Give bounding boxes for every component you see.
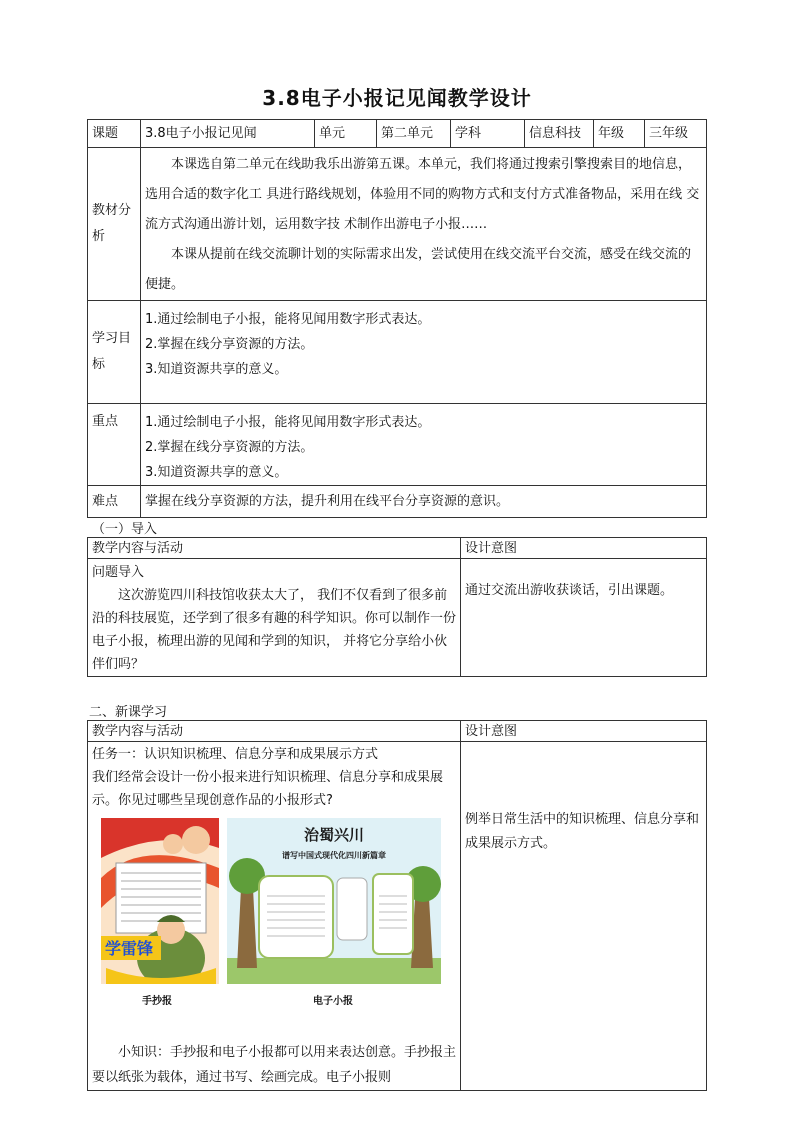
- key-point-item: 2.掌握在线分享资源的方法。: [145, 440, 314, 455]
- import-col-intent: 设计意图: [461, 538, 707, 559]
- section-new-heading: 二、新课学习: [89, 705, 168, 720]
- import-col-content: 教学内容与活动: [88, 538, 461, 559]
- analysis-paragraph-1: 本课选自第二单元在线助我乐出游第五课。本单元，我们将通过搜索引擎搜索目的地信息，选用合适的数字化工 具进行路线规划，体验用不同的购物方式和支付方式准备物品，采用在线 交流方式沟通出游计划，运用数字技 术制作出游电子小报……: [145, 157, 700, 232]
- lesson-info-table: [87, 119, 707, 518]
- task-one-title: 任务一：认识知识梳理、信息分享和成果展示方式: [92, 747, 379, 762]
- page-title: 3.8电子小报记见闻教学设计: [262, 86, 532, 110]
- objectives-label: 学习目标: [88, 301, 141, 404]
- electronic-newspaper-image: [227, 818, 441, 984]
- section-import-heading: （一）导入: [92, 522, 158, 537]
- tip-text: 小知识：手抄报和电子小报都可以用来表达创意。手抄报主 要以纸张为载体，通过书写、绘画完成。电子小报则: [92, 1045, 457, 1085]
- lesson-value: 3.8电子小报记见闻: [141, 120, 315, 148]
- analysis-label: [88, 148, 141, 301]
- enewspaper-title: 治蜀兴川: [303, 826, 365, 844]
- analysis-content: [141, 148, 707, 301]
- new-intent-text: 例举日常生活中的知识梳理、信息分享和成果展示方式。: [461, 742, 707, 1091]
- handwritten-newspaper-illustration: [101, 818, 219, 984]
- import-content-cell: [88, 559, 461, 677]
- objective-item: 3.知道资源共享的意义。: [145, 362, 288, 377]
- grade-value: 三年级: [645, 120, 707, 148]
- electronic-newspaper-illustration: [227, 818, 441, 984]
- subject-label: 学科: [451, 120, 525, 148]
- new-col-content: 教学内容与活动: [88, 721, 461, 742]
- import-intent-text: 通过交流出游收获谈话，引出课题。: [461, 559, 707, 677]
- newspaper-banner-text: 学雷锋: [105, 939, 154, 958]
- new-col-intent: 设计意图: [461, 721, 707, 742]
- enewspaper-subtitle: 谱写中国式现代化四川新篇章: [282, 851, 386, 860]
- key-point-item: 3.知道资源共享的意义。: [145, 465, 288, 480]
- electronic-newspaper-caption: 电子小报: [313, 996, 353, 1007]
- import-content-text: 这次游览四川科技馆收获太大了， 我们不仅看到了很多前沿的科技展览，还学到了很多有趣的科学知识。你可以制作一份电子小报，梳理出游的见闻和学到的知识， 并将它分享给小伙伴们吗？: [92, 588, 457, 672]
- objective-item: 1.通过绘制电子小报，能将见闻用数字形式表达。: [145, 312, 431, 327]
- import-subheading: 问题导入: [92, 565, 145, 580]
- grade-label: 年级: [594, 120, 645, 148]
- unit-label: 单元: [315, 120, 377, 148]
- import-table: [87, 537, 707, 677]
- key-point-item: 1.通过绘制电子小报，能将见闻用数字形式表达。: [145, 415, 431, 430]
- lesson-label: 课题: [88, 120, 141, 148]
- difficulty-label: 难点: [88, 486, 141, 518]
- handwritten-newspaper-image: [101, 818, 219, 984]
- task-one-text: 我们经常会设计一份小报来进行知识梳理、信息分享和成果展示。你见过哪些呈现创意作品的小报形式?: [92, 770, 444, 808]
- analysis-paragraph-2: 本课从提前在线交流聊计划的实际需求出发，尝试使用在线交流平台交流，感受在线交流的便捷。: [145, 247, 692, 292]
- objectives-content: [141, 301, 707, 404]
- key-points-label: 重点: [88, 404, 141, 486]
- key-points-content: [141, 404, 707, 486]
- subject-value: 信息科技: [525, 120, 594, 148]
- difficulty-content: 掌握在线分享资源的方法，提升利用在线平台分享资源的意识。: [141, 486, 707, 518]
- objective-item: 2.掌握在线分享资源的方法。: [145, 337, 314, 352]
- handwritten-newspaper-caption: 手抄报: [142, 996, 172, 1007]
- analysis-label-text: 教材分析: [92, 203, 132, 244]
- unit-value: 第二单元: [377, 120, 451, 148]
